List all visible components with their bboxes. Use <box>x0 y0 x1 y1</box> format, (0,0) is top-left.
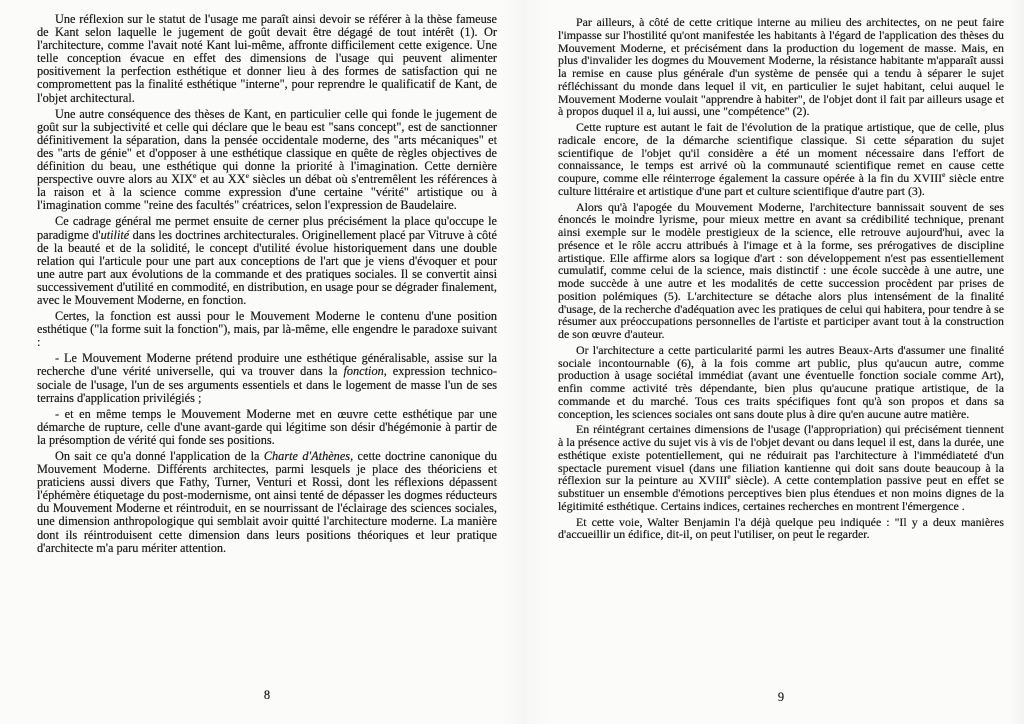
page-number-right: 9 <box>777 690 785 704</box>
paragraph: Par ailleurs, à côté de cette critique interne au milieu des architectes, on ne peut faire l'impasse sur l'hostilité qu'ont manifestée les habitants à l'égard de l'application des thèses du Mouvement Moderne, et précisément dans la production du logement de masse. Mais, en plus d'invalider les dogmes du Mouvement Moderne, la résistance habitante m'apparaît aussi la remise en cause plus générale d'un système de pensée qui a tendu à séparer le sujet réfléchissant du monde dans lequel il vit, en particulier le sujet habitant, celui auquel le Mouvement Moderne voulait "apprendre à habiter", de l'objet dont il fait par ailleurs usage et à propos duquel il a, lui aussi, une "compétence" (2). <box>558 15 1004 119</box>
paragraph: - et en même temps le Mouvement Moderne met en œuvre cette esthétique par une démarche de rupture, celle d'une avant-garde qui légitime son désir d'hégémonie à partir de la présomption de vérité qui fonde ses positions. <box>37 406 497 447</box>
page-left-text-column <box>37 13 497 555</box>
paragraph: Or l'architecture a cette particularité parmi les autres Beaux-Arts d'assumer une finalité sociale incontournable (6), à la fois comme art public, plus qu'aucun autre, comme production à usage sociétal immédiat (avant une éventuelle fonction sociale comme Art), enfin comme activité très dépendante, bien plus qu'aucune pratique artistique, de la commande et du marché. Tous ces traits spécifiques font qu'à son propos et dans sa conception, les sciences sociales ont sans doute plus à dire qu'en aucune autre matière. <box>558 342 1004 421</box>
paragraph: Ce cadrage général me permet ensuite de cerner plus précisément la place qu'occupe le paradigme d'utilité dans les doctrines architecturales. Originellement placé par Vitruve à côté de la beauté et de la solidité, le concept d'utilité évolue historiquement dans une double relation qui l'articule pour une part aux conceptions de l'art que je viens d'évoquer et pour une autre part aux évolutions de la commande et des pratiques sociales. Il se convertit ainsi successivement d'utilité en commodité, en distribution, en usage pour se dégrader finalement, avec le Mouvement Moderne, en fonction. <box>37 214 497 307</box>
paragraph: On sait ce qu'a donné l'application de la Charte d'Athènes, cette doctrine canonique du Mouvement Moderne. Différents architectes, parmi lesquels je place des théoriciens et praticiens aussi divers que Fathy, Turner, Venturi et Rossi, dont les réflexions dépassent l'éphémère étiquetage du post-modernisme, ont ainsi tenté de dépasser les dogmes réducteurs du Mouvement Moderne et réintroduit, en se nourrissant de l'éclairage des sciences sociales, une dimension anthropologique qui semblait avoir quitté l'architecture moderne. La manière dont ils réintroduisent cette dimension dans leurs positions théoriques et leur pratique d'architecte m'a paru mériter attention. <box>37 449 497 555</box>
scan-edge-shadow <box>1010 0 1024 724</box>
paragraph: Cette rupture est autant le fait de l'évolution de la pratique artistique, que de celle, plus radicale encore, de la démarche scientifique classique. Si cette séparation du sujet scientifique de l'objet qu'il considère a été un moment nécessaire dans l'effort de connaissance, le temps est arrivé où la communauté scientifique remet en cause cette coupure, comme elle réinterroge également la cassure opérée à la fin du XVIIIe siècle entre culture littéraire et artistique d'une part et culture scientifique d'autre part (3). <box>558 120 1004 198</box>
paragraph: Une réflexion sur le statut de l'usage me paraît ainsi devoir se référer à la thèse fameuse de Kant selon laquelle le jugement de goût devait être dégagé de tout intérêt (1). Or l'architecture, comme l'avait noté Kant lui-même, affronte difficilement cette exigence. Une telle conception évacue en effet des dimensions de l'usage qui peuvent alimenter positivement la perfection esthétique et donner lieu à des formes de satisfaction qui ne compromettent pas la finalité esthétique "interne", pour reprendre le qualificatif de Kant, de l'objet architectural. <box>37 12 497 105</box>
paragraph: Alors qu'à l'apogée du Mouvement Moderne, l'architecture bannissait souvent de ses énoncés le moindre lyrisme, pour mieux mettre en avant sa crédibilité technique, prenant ainsi exemple sur le modèle prestigieux de la science, elle retrouve aujourd'hui, avec la présence et le rôle accru attribués à l'image et à la forme, ses prérogatives de discipline artistique. Elle affirme alors sa logique d'art : son développement n'est pas essentiellement cumulatif, comme celui de la science, mais distinctif : une école succède à une autre, une mode succède à une autre et les modalités de cette succession procèdent par prises de position polémiques (5). L'architecture se détache alors plus intensément de la finalité d'usage, de la recherche d'adéquation avec les pratiques de celui qui habitera, pour tendre à se résumer aux préoccupations personnelles de l'artiste et participer avant tout à la construction de son œuvre d'auteur. <box>558 199 1004 341</box>
page-right-text-column <box>558 16 1004 541</box>
paragraph: Et cette voie, Walter Benjamin l'a déjà quelque peu indiquée : "Il y a deux manières d'accueillir un édifice, dit-il, on peut l'utiliser, on peut le regarder. <box>558 514 1004 542</box>
paragraph: En réintégrant certaines dimensions de l'usage (l'appropriation) qui précisément tiennent à la présence active du sujet vis à vis de l'objet devant ou dans lequel il est, dans la durée, une esthétique existe potentiellement, qui ne réduirait pas l'architecture à l'immédiateté d'un spectacle purement visuel (dans une filiation kantienne qui doit sans doute beaucoup à la réflexion sur la peinture au XVIIIe siècle). A cette contemplation passive peut en effet se substituer un ensemble d'émotions perceptives bien plus étendues et non moins dignes de la légitimité esthétique. Certains indices, certaines recherches en montrent l'émergence . <box>558 422 1004 513</box>
paragraph: Certes, la fonction est aussi pour le Mouvement Moderne le contenu d'une position esthétique ("la forme suit la fonction"), mais, par là-même, elle engendre le paradoxe suivant : <box>37 309 497 350</box>
page-gutter-shadow <box>500 0 550 724</box>
paragraph: Une autre conséquence des thèses de Kant, en particulier celle qui fonde le jugement de goût sur la subjectivité et celle qui déclare que le beau est "sans concept", est de sanctionner définitivement la séparation, dans la pensée occidentale moderne, des "arts mécaniques" et des "arts de génie" et d'opposer à une esthétique classique en quête de règles objectives de définition du beau, une esthétique qui donne la priorité à l'imagination. Cette dernière perspective ouvre alors au XIXe et au XXe siècles un débat où s'entremêlent les références à la raison et à la science comme expression d'une certaine "vérité" artistique ou à l'imagination comme "reine des facultés" créatrices, selon l'expression de Baudelaire. <box>37 106 497 213</box>
page-number-left: 8 <box>263 688 271 702</box>
paragraph: - Le Mouvement Moderne prétend produire une esthétique généralisable, assise sur la recherche d'une vérité universelle, qui va trouver dans la fonction, expression technico-sociale de l'usage, l'un de ses arguments essentiels et dans le logement de masse l'un de ses terrains d'application privilégiés ; <box>37 351 498 405</box>
